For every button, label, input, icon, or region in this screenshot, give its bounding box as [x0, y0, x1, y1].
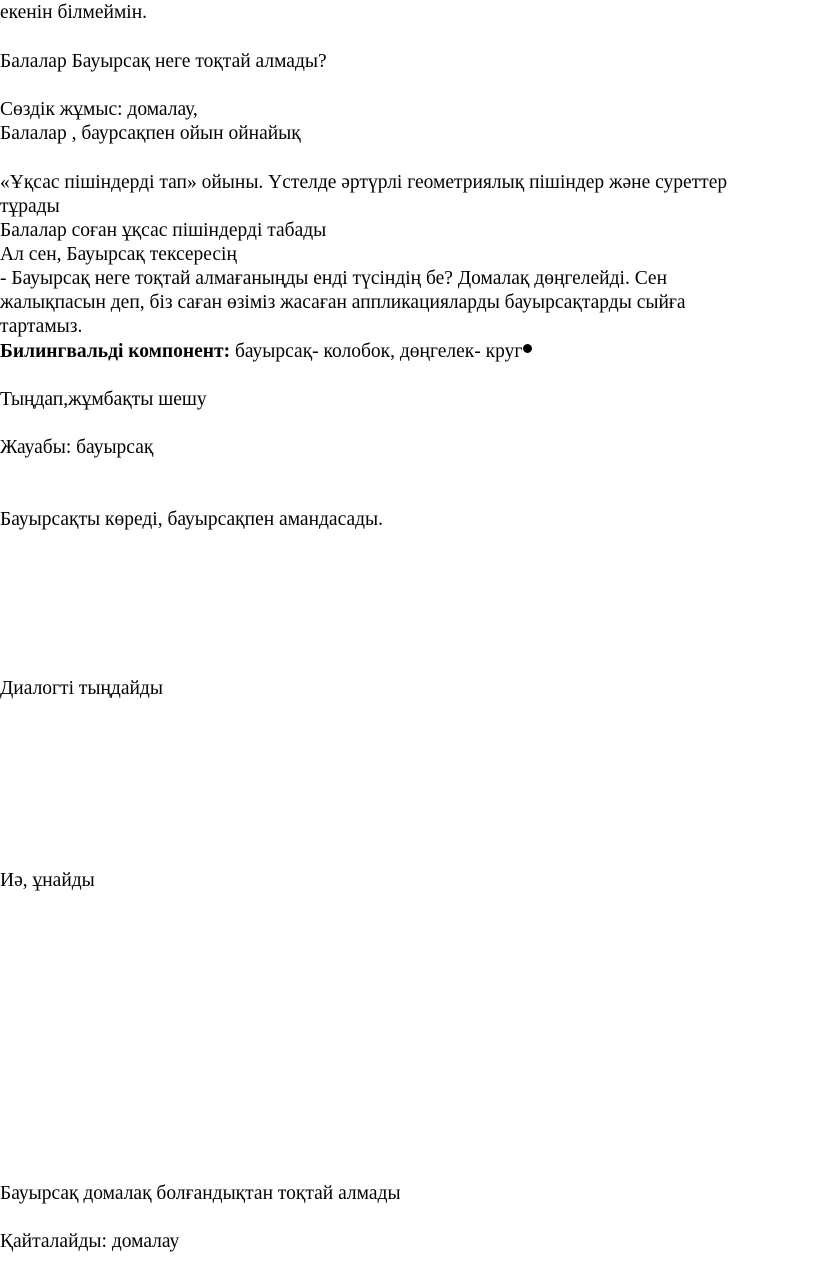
text-line: Балалар , баурсақпен ойын ойнайық	[0, 123, 301, 144]
text-line: Диалогті тыңдайды	[0, 678, 163, 699]
text-line: Бауырсақ домалақ болғандықтан тоқтай алмады	[0, 1183, 401, 1204]
text-line: Сөздік жұмыс: домалау,	[0, 99, 198, 120]
text-line: тұрады	[0, 196, 60, 217]
text-line: Ал сен, Бауырсақ тексересің	[0, 244, 237, 265]
bilingual-component-label: Билингвальді компонент:	[0, 341, 231, 362]
bilingual-component-line	[0, 340, 532, 364]
text-line: Жауабы: бауырсақ	[0, 437, 154, 458]
bilingual-component-text: бауырсақ- колобок, дөңгелек- круг	[230, 341, 523, 362]
text-line: «Ұқсас пішіндерді тап» ойыны. Үстелде әртүрлі геометриялық пішіндер және суреттер	[0, 172, 728, 193]
text-line: Қайталайды: домалау	[0, 1231, 180, 1252]
text-line: Тыңдап,жұмбақты шешу	[0, 389, 207, 410]
text-line: - Бауырсақ неге тоқтай алмағаныңды енді түсіндің бе? Домалақ дөңгелейді. Сен	[0, 268, 668, 289]
text-line: Балалар соған ұқсас пішіндерді табады	[0, 220, 327, 241]
text-line: екенін білмеймін.	[0, 2, 148, 23]
text-line: Балалар Бауырсақ неге тоқтай алмады?	[0, 51, 327, 72]
text-line: Бауырсақты көреді, бауырсақпен амандасады.	[0, 509, 384, 530]
text-line: Иә, ұнайды	[0, 870, 95, 891]
text-line: жалықпасын деп, біз саған өзіміз жасаған аппликацияларды бауырсақтарды сыйға	[0, 292, 686, 313]
text-line: тартамыз.	[0, 316, 83, 337]
bullet-icon	[523, 344, 532, 353]
